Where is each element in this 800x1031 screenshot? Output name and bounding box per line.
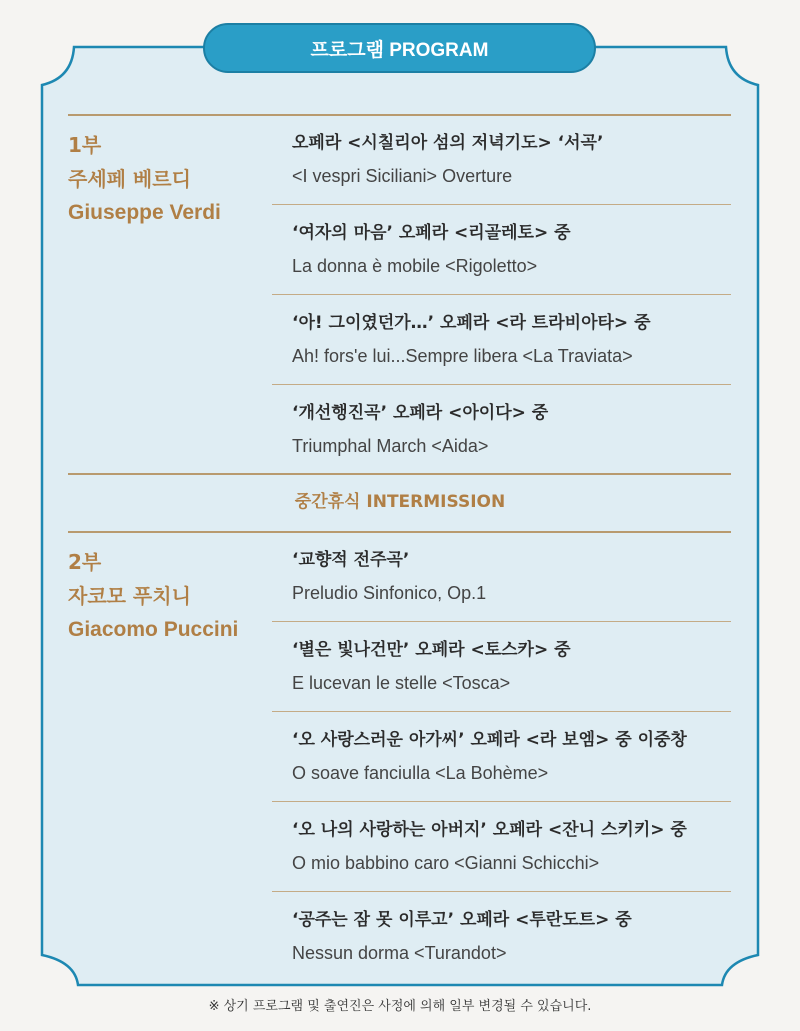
part1-heading	[68, 128, 221, 230]
item-title-en: O soave fanciulla <La Bohème>	[292, 763, 549, 783]
item-divider	[272, 384, 731, 385]
program-item	[292, 549, 732, 604]
item-divider	[272, 294, 731, 295]
item-title-ko: ‘오 나의 사랑하는 아버지’ 오페라 <잔니 스키키> 중	[292, 820, 687, 840]
program-title: 프로그램 PROGRAM	[203, 23, 596, 73]
program-item	[292, 222, 732, 277]
item-divider	[272, 711, 731, 712]
part1-label: 1부	[68, 133, 102, 157]
item-title-en: Preludio Sinfonico, Op.1	[292, 583, 487, 603]
program-item	[292, 639, 732, 694]
item-title-en: Ah! fors'e lui...Sempre libera <La Traviata>	[292, 346, 633, 366]
item-title-ko: ‘공주는 잠 못 이루고’ 오페라 <투란도트> 중	[292, 910, 632, 930]
item-title-ko: ‘교향적 전주곡’	[292, 550, 410, 570]
program-item	[292, 132, 732, 187]
part1-composer-en: Giuseppe Verdi	[68, 201, 221, 224]
program-item	[292, 729, 732, 784]
item-title-en: Nessun dorma <Turandot>	[292, 943, 507, 963]
item-title-en: La donna è mobile <Rigoletto>	[292, 256, 538, 276]
program-item	[292, 312, 732, 367]
program-item	[292, 402, 732, 457]
program-item	[292, 909, 732, 964]
part2-composer-ko: 자코모 푸치니	[68, 584, 191, 608]
item-title-ko: ‘아! 그이였던가…’ 오페라 <라 트라비아타> 중	[292, 313, 651, 333]
item-title-ko: ‘여자의 마음’ 오페라 <리골레토> 중	[292, 223, 571, 243]
section-divider	[68, 114, 731, 116]
item-title-ko: 오페라 <시칠리아 섬의 저녁기도> ‘서곡’	[292, 133, 604, 153]
item-title-en: <I vespri Siciliani> Overture	[292, 166, 513, 186]
part2-heading	[68, 545, 238, 647]
item-title-ko: ‘개선행진곡’ 오페라 <아이다> 중	[292, 403, 549, 423]
section-divider	[68, 473, 731, 475]
item-divider	[272, 621, 731, 622]
intermission-label: 중간휴식 INTERMISSION	[294, 492, 506, 512]
part1-composer-ko: 주세페 베르디	[68, 167, 191, 191]
item-divider	[272, 801, 731, 802]
footnote: ※ 상기 프로그램 및 출연진은 사정에 의해 일부 변경될 수 있습니다.	[208, 999, 592, 1014]
item-title-en: Triumphal March <Aida>	[292, 436, 489, 456]
program-item	[292, 819, 732, 874]
item-title-en: E lucevan le stelle <Tosca>	[292, 673, 511, 693]
item-divider	[272, 891, 731, 892]
item-title-en: O mio babbino caro <Gianni Schicchi>	[292, 853, 600, 873]
part2-composer-en: Giacomo Puccini	[68, 618, 239, 641]
part2-label: 2부	[68, 550, 102, 574]
section-divider	[68, 531, 731, 533]
item-title-ko: ‘별은 빛나건만’ 오페라 <토스카> 중	[292, 640, 571, 660]
item-divider	[272, 204, 731, 205]
item-title-ko: ‘오 사랑스러운 아가씨’ 오페라 <라 보엠> 중 이중창	[292, 730, 687, 750]
